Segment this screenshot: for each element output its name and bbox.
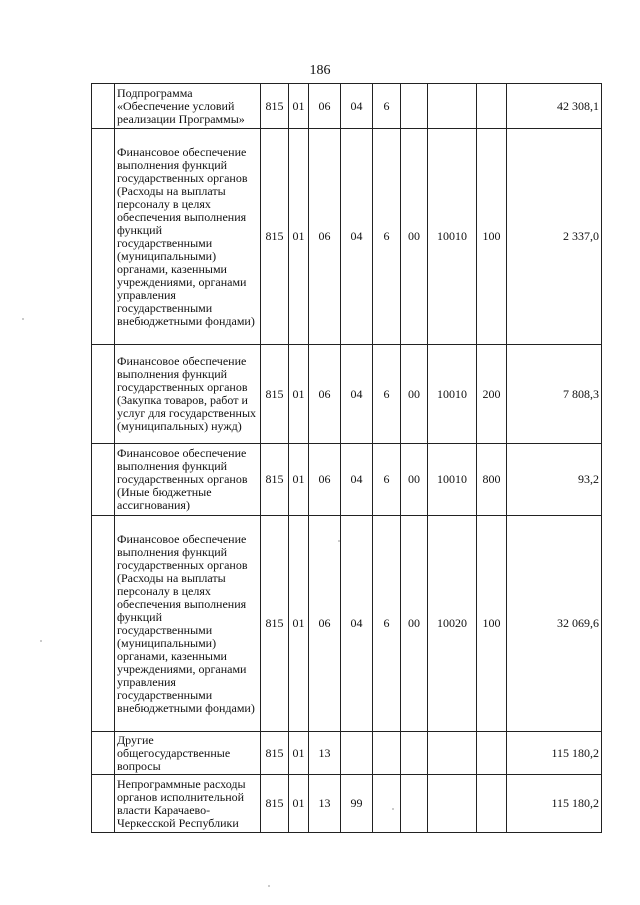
ministry-code-cell: 815 bbox=[261, 775, 289, 833]
table-row bbox=[92, 516, 602, 732]
section-code-cell: 01 bbox=[289, 732, 309, 775]
table-row bbox=[92, 775, 602, 833]
direction-code-cell bbox=[428, 84, 477, 129]
event-code-cell bbox=[401, 775, 428, 833]
program-code-cell: 04 bbox=[341, 345, 373, 444]
table-row bbox=[92, 84, 602, 129]
section-code-cell: 01 bbox=[289, 84, 309, 129]
subsection-code-cell: 06 bbox=[309, 345, 341, 444]
direction-code-cell: 10020 bbox=[428, 516, 477, 732]
description-cell: Финансовое обеспечение выполнения функций государственных органов (Расходы на выплаты персоналу в целях обеспечения выполнения функций государственными (муниципальными) органами, казенными учреждениями, органами управления государственными внебюджетными фондами) bbox=[115, 516, 261, 732]
subprogram-code-cell: 6 bbox=[373, 444, 401, 516]
event-code-cell bbox=[401, 84, 428, 129]
ministry-code-cell: 815 bbox=[261, 129, 289, 345]
event-code-cell bbox=[401, 732, 428, 775]
index-cell bbox=[92, 84, 115, 129]
description-cell: Финансовое обеспечение выполнения функций государственных органов (Закупка товаров, работ и услуг для государственных (муниципальных) нужд) bbox=[115, 345, 261, 444]
amount-cell: 32 069,6 bbox=[507, 516, 602, 732]
index-cell bbox=[92, 129, 115, 345]
subsection-code-cell: 13 bbox=[309, 732, 341, 775]
subprogram-code-cell bbox=[373, 775, 401, 833]
table-row bbox=[92, 345, 602, 444]
event-code-cell: 00 bbox=[401, 345, 428, 444]
program-code-cell: 04 bbox=[341, 516, 373, 732]
event-code-cell: 00 bbox=[401, 444, 428, 516]
expense-type-cell bbox=[477, 84, 507, 129]
subsection-code-cell: 13 bbox=[309, 775, 341, 833]
subprogram-code-cell bbox=[373, 732, 401, 775]
amount-cell: 42 308,1 bbox=[507, 84, 602, 129]
description-cell: Другие общегосударственные вопросы bbox=[115, 732, 261, 775]
ministry-code-cell: 815 bbox=[261, 444, 289, 516]
subprogram-code-cell: 6 bbox=[373, 516, 401, 732]
section-code-cell: 01 bbox=[289, 775, 309, 833]
ministry-code-cell: 815 bbox=[261, 732, 289, 775]
event-code-cell: 00 bbox=[401, 129, 428, 345]
program-code-cell: 04 bbox=[341, 84, 373, 129]
expense-type-cell: 800 bbox=[477, 444, 507, 516]
scan-speck bbox=[392, 808, 394, 810]
subsection-code-cell: 06 bbox=[309, 444, 341, 516]
scan-speck bbox=[338, 540, 340, 542]
index-cell bbox=[92, 516, 115, 732]
expense-type-cell bbox=[477, 775, 507, 833]
section-code-cell: 01 bbox=[289, 516, 309, 732]
ministry-code-cell: 815 bbox=[261, 516, 289, 732]
program-code-cell: 04 bbox=[341, 444, 373, 516]
index-cell bbox=[92, 345, 115, 444]
scan-speck bbox=[40, 640, 42, 642]
expense-type-cell: 100 bbox=[477, 129, 507, 345]
direction-code-cell bbox=[428, 775, 477, 833]
amount-cell: 115 180,2 bbox=[507, 732, 602, 775]
direction-code-cell: 10010 bbox=[428, 129, 477, 345]
program-code-cell: 04 bbox=[341, 129, 373, 345]
program-code-cell bbox=[341, 732, 373, 775]
event-code-cell: 00 bbox=[401, 516, 428, 732]
section-code-cell: 01 bbox=[289, 345, 309, 444]
description-cell: Финансовое обеспечение выполнения функций государственных органов (Расходы на выплаты персоналу в целях обеспечения выполнения функций государственными (муниципальными) органами, казенными учреждениями, органами управления государственными внебюджетными фондами) bbox=[115, 129, 261, 345]
amount-cell: 7 808,3 bbox=[507, 345, 602, 444]
amount-cell: 93,2 bbox=[507, 444, 602, 516]
direction-code-cell bbox=[428, 732, 477, 775]
program-code-cell: 99 bbox=[341, 775, 373, 833]
ministry-code-cell: 815 bbox=[261, 345, 289, 444]
direction-code-cell: 10010 bbox=[428, 345, 477, 444]
table-row bbox=[92, 732, 602, 775]
subprogram-code-cell: 6 bbox=[373, 84, 401, 129]
expense-type-cell bbox=[477, 732, 507, 775]
index-cell bbox=[92, 775, 115, 833]
subsection-code-cell: 06 bbox=[309, 84, 341, 129]
subsection-code-cell: 06 bbox=[309, 129, 341, 345]
amount-cell: 115 180,2 bbox=[507, 775, 602, 833]
description-cell: Финансовое обеспечение выполнения функций государственных органов (Иные бюджетные ассигнования) bbox=[115, 444, 261, 516]
index-cell bbox=[92, 732, 115, 775]
page-number: 186 bbox=[309, 63, 331, 78]
scan-speck bbox=[268, 885, 270, 887]
table-row bbox=[92, 129, 602, 345]
budget-table bbox=[91, 83, 602, 833]
description-cell: Подпрограмма «Обеспечение условий реализации Программы» bbox=[115, 84, 261, 129]
amount-cell: 2 337,0 bbox=[507, 129, 602, 345]
table-row bbox=[92, 444, 602, 516]
description-cell: Непрограммные расходы органов исполнительной власти Карачаево-Черкесской Республики bbox=[115, 775, 261, 833]
expense-type-cell: 100 bbox=[477, 516, 507, 732]
expense-type-cell: 200 bbox=[477, 345, 507, 444]
direction-code-cell: 10010 bbox=[428, 444, 477, 516]
subprogram-code-cell: 6 bbox=[373, 129, 401, 345]
section-code-cell: 01 bbox=[289, 444, 309, 516]
index-cell bbox=[92, 444, 115, 516]
ministry-code-cell: 815 bbox=[261, 84, 289, 129]
scan-speck bbox=[22, 318, 24, 320]
section-code-cell: 01 bbox=[289, 129, 309, 345]
subsection-code-cell: 06 bbox=[309, 516, 341, 732]
subprogram-code-cell: 6 bbox=[373, 345, 401, 444]
